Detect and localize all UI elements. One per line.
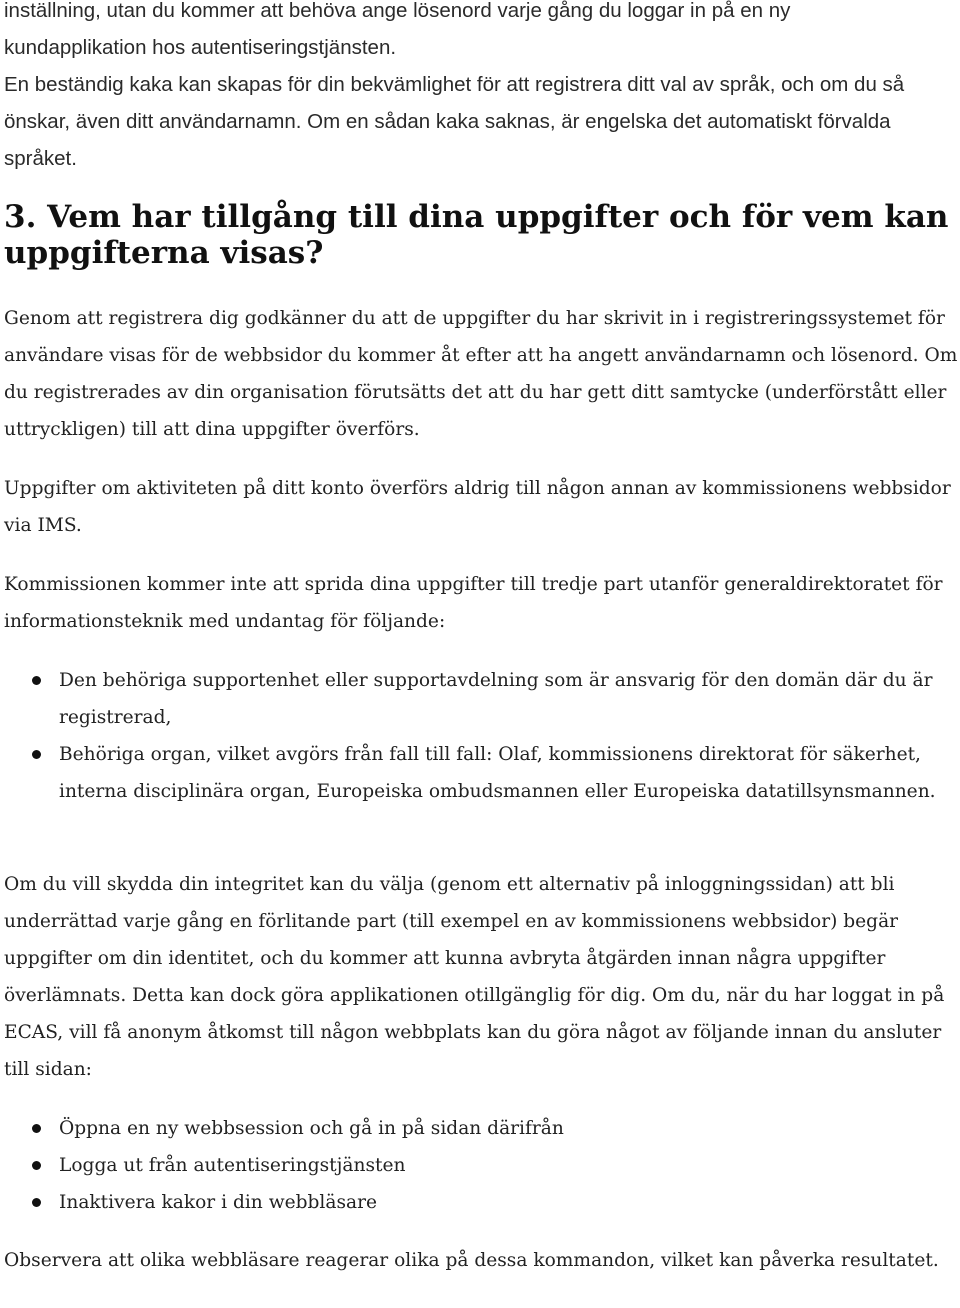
intro-line-1: inställning, utan du kommer att behöva ange lösenord varje gång du loggar in på en ny (4, 0, 791, 22)
paragraph-registration: Genom att registrera dig godkänner du att de uppgifter du har skrivit in i registreringssystemet för användare visas för de webbsidor du kommer åt efter att ha angett användarnamn och lösenord. Om du registrerades av din organisation förutsätts det att du har gett ditt samtycke (underförstått eller uttryckligen) till att dina uppgifter överförs. (4, 308, 958, 440)
bullet-icon (32, 1161, 41, 1170)
intro-text (4, 0, 960, 177)
paragraph-privacy: Om du vill skydda din integritet kan du välja (genom ett alternativ på inloggningssidan) att bli underrättad varje gång en förlitande part (till exempel en av kommissionens webbsidor) begär uppgifter om din identitet, och du kommer att kunna avbryta åtgärden innan några uppgifter överlämnats. Detta kan dock göra applikationen otillgänglig för dig. Om du, när du har loggat in på ECAS, vill få anonym åtkomst till någon webbplats kan du göra något av följande innan du ansluter till sidan: (4, 874, 945, 1080)
list-item-text: Behöriga organ, vilket avgörs från fall till fall: Olaf, kommissionens direktorat för säkerhet, interna disciplinära organ, Europeiska ombudsmannen eller Europeiska datatillsynsmannen. (59, 744, 936, 802)
list-item (4, 1184, 958, 1221)
list-item-text: Logga ut från autentiseringstjänsten (59, 1155, 406, 1176)
anonymous-access-list (4, 1110, 958, 1221)
list-item (4, 1147, 958, 1184)
list-item-text: Den behöriga supportenhet eller supportavdelning som är ansvarig för den domän där du är registrerad, (59, 670, 933, 728)
bullet-icon (32, 1198, 41, 1207)
list-item (4, 736, 958, 810)
list-item (4, 1110, 958, 1147)
bullet-icon (32, 1124, 41, 1133)
bullet-icon (32, 750, 41, 759)
bullet-icon (32, 676, 41, 685)
paragraph-third-party: Kommissionen kommer inte att sprida dina uppgifter till tredje part utanför generaldirektoratet för informationsteknik med undantag för följande: (4, 574, 943, 632)
list-item (4, 662, 958, 736)
list-item-text: Inaktivera kakor i din webbläsare (59, 1192, 377, 1213)
list-item-text: Öppna en ny webbsession och gå in på sidan därifrån (59, 1118, 564, 1139)
intro-line-2: kundapplikation hos autentiseringstjänsten. (4, 36, 397, 59)
paragraph-browsers: Observera att olika webbläsare reagerar olika på dessa kommandon, vilket kan påverka resultatet. (4, 1250, 939, 1271)
intro-paragraph: En beständig kaka kan skapas för din bekvämlighet för att registrera ditt val av språk, och om du så önskar, även ditt användarnamn. Om en sådan kaka saknas, är engelska det automatiskt förvalda språket. (4, 73, 905, 170)
exceptions-list (4, 662, 958, 810)
paragraph-activity: Uppgifter om aktiviteten på ditt konto överförs aldrig till någon annan av kommissionens webbsidor via IMS. (4, 478, 951, 536)
section-heading: 3. Vem har tillgång till dina uppgifter och för vem kan uppgifterna visas? (4, 199, 949, 271)
